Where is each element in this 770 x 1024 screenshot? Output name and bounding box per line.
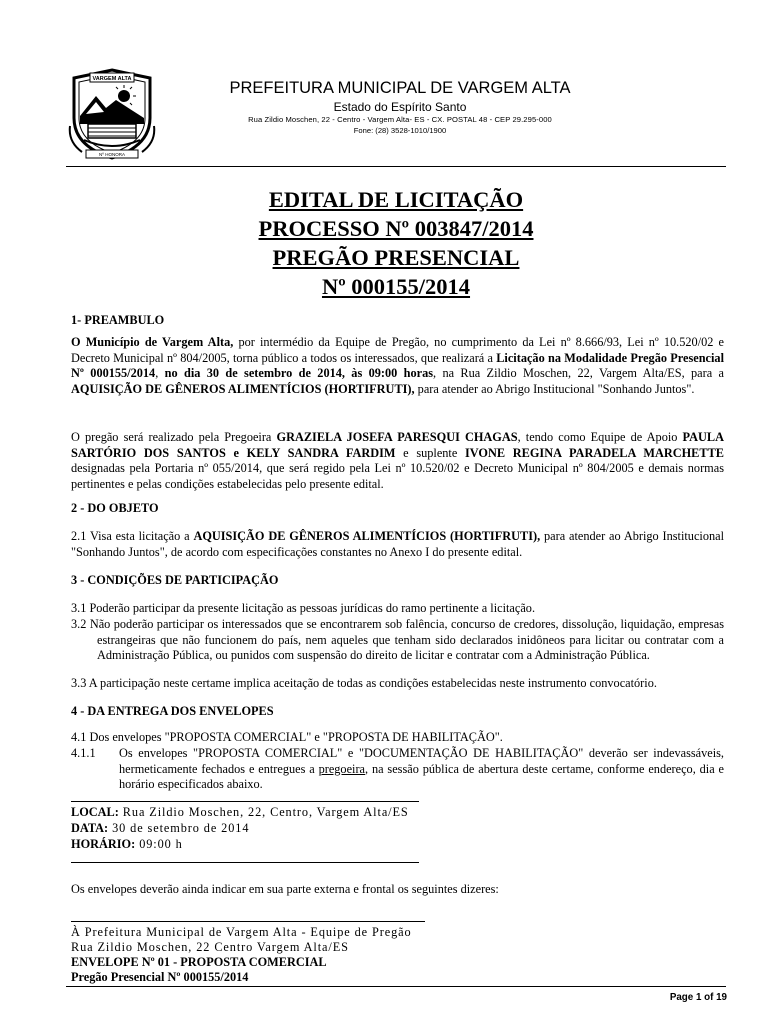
- crest-banner-text: VARGEM ALTA: [92, 76, 132, 82]
- text-run: para atender ao Abrigo Institucional "Sonhando Juntos", de acordo com especificações constantes no Anexo I do presente edital.: [71, 529, 724, 559]
- bold-run: no dia 30 de setembro de 2014, às 09:00 horas: [164, 366, 434, 381]
- blank-line-3: [71, 921, 425, 922]
- section-heading-preambulo: 1- PREAMBULO: [71, 313, 165, 327]
- section-heading-objeto: 2 - DO OBJETO: [71, 501, 159, 515]
- text-run: , tendo como Equipe de Apoio: [517, 430, 683, 444]
- envelope-label: ENVELOPE Nº 01 - PROPOSTA COMERCIAL: [71, 955, 327, 969]
- text-run: para atender ao Abrigo Institucional "Sonhando Juntos".: [414, 381, 695, 396]
- doc-title-line2: PROCESSO Nº 003847/2014: [258, 216, 534, 241]
- envelope-address-line2: Rua Zildio Moschen, 22 Centro Vargem Alta/ES: [71, 940, 349, 954]
- doc-title-line3: PREGÃO PRESENCIAL: [272, 245, 520, 270]
- bold-run: AQUISIÇÃO DE GÊNEROS ALIMENTÍCIOS (HORTIFRUTI),: [193, 529, 541, 543]
- header-divider: [66, 166, 726, 167]
- crest-motto-text: Nº HONORA: [99, 152, 125, 157]
- text-run: O pregão será realizado pela Pregoeira: [71, 430, 277, 444]
- envelopes-item-4-1: 4.1 Dos envelopes "PROPOSTA COMERCIAL" e "PROPOSTA DE HABILITAÇÃO".: [71, 730, 503, 744]
- bold-run: GRAZIELA JOSEFA PARESQUI CHAGAS: [276, 430, 518, 444]
- bold-run: O Município de Vargem Alta,: [71, 335, 234, 349]
- doc-title-line4: Nº 000155/2014: [321, 274, 471, 299]
- text-run: e suplente: [395, 445, 465, 460]
- doc-title-line1: EDITAL DE LICITAÇÃO: [268, 187, 524, 212]
- participacao-item-3-2: 3.2 Não poderão participar os interessados que se encontrarem sob falência, concurso de credores, dissolução, liquidação, empresas estrangeiras que não funcionem do país, nem aqueles que tenham sido declarados inidôneos para licitar ou contratar com a Administração Pública, ou punidos com suspensão do direito de licitar e contratar com a Administração Pública.: [71, 617, 724, 663]
- section-heading-envelopes: 4 - DA ENTREGA DOS ENVELOPES: [71, 704, 274, 718]
- text-run: designadas pela Portaria nº 055/2014, que será regido pela Lei nº 10.520/02 e Decreto Municipal nº 804/2005 e demais normas pertinentes e pelas condições estabelecidas pelo presente edital.: [71, 461, 724, 491]
- local-line: LOCAL: Rua Zildio Moschen, 22, Centro, Vargem Alta/ES: [71, 805, 409, 819]
- envelope-pregao: Pregão Presencial Nº 000155/2014: [71, 970, 249, 984]
- bold-run: PAULA SARTÓRIO DOS SANTOS e KELY SANDRA FARDIM: [71, 430, 724, 460]
- text-run: por intermédio da Equipe de Pregão, no cumprimento da Lei nº 8.666/93, Lei nº 10.520/02 e Decreto Municipal nº 804/2005, torna público a todos os interessados, que realizará a: [71, 335, 724, 365]
- bold-run: IVONE REGINA PARADELA MARCHETTE: [465, 445, 724, 460]
- municipal-crest-icon: [66, 66, 158, 162]
- participacao-item-3-3: 3.3 A participação neste certame implica aceitação de todas as condições estabelecidas neste instrumento convocatório.: [71, 676, 657, 690]
- bold-run: AQUISIÇÃO DE GÊNEROS ALIMENTÍCIOS (HORTIFRUTI),: [71, 381, 415, 396]
- text-run: , na Rua Zildio Moschen, 22, Vargem Alta/ES, para a: [433, 366, 724, 381]
- bold-run: Licitação na Modalidade Pregão Presencial Nº 000155/2014: [71, 350, 724, 381]
- text-run: 2.1 Visa esta licitação a: [71, 529, 194, 543]
- blank-line-2: [71, 862, 419, 863]
- pregoeira-underlined: pregoeira: [318, 761, 366, 776]
- blank-line-1: [71, 801, 419, 802]
- horario-line: HORÁRIO: 09:00 h: [71, 837, 183, 851]
- text-run: ,: [155, 366, 165, 381]
- section-heading-participacao: 3 - CONDIÇÕES DE PARTICIPAÇÃO: [71, 573, 279, 587]
- participacao-item-3-1: 3.1 Poderão participar da presente licitação as pessoas jurídicas do ramo pertinente a licitação.: [71, 601, 536, 615]
- preambulo-paragraph-2: [71, 430, 724, 492]
- page-number: Page 1 of 19: [669, 992, 727, 1003]
- data-line: DATA: 30 de setembro de 2014: [71, 821, 250, 835]
- envelopes-note: Os envelopes deverão ainda indicar em sua parte externa e frontal os seguintes dizeres:: [71, 882, 499, 896]
- envelopes-item-4-1-1: Os envelopes "PROPOSTA COMERCIAL" e "DOCUMENTAÇÃO DE HABILITAÇÃO" deverão ser indevassáveis, hermeticamente fechados e entregues a pregoeira, na sessão pública de abertura deste certame, conforme endereço, dia e horário especificados abaixo.: [119, 746, 724, 792]
- header-title: PREFEITURA MUNICIPAL DE VARGEM ALTA: [229, 79, 571, 97]
- envelope-address-line1: À Prefeitura Municipal de Vargem Alta - Equipe de Pregão: [71, 925, 412, 939]
- envelopes-item-4-1-1-number: 4.1.1: [71, 746, 96, 760]
- header-address: Rua Zildio Moschen, 22 - Centro - Vargem Alta- ES - CX. POSTAL 48 - CEP 29.295-000: [248, 115, 552, 124]
- footer-divider: [66, 986, 726, 987]
- preambulo-paragraph-1: [71, 335, 724, 397]
- header-state: Estado do Espírito Santo: [333, 100, 467, 114]
- objeto-paragraph: [71, 529, 724, 560]
- header-phone: Fone: (28) 3528-1010/1900: [353, 126, 447, 135]
